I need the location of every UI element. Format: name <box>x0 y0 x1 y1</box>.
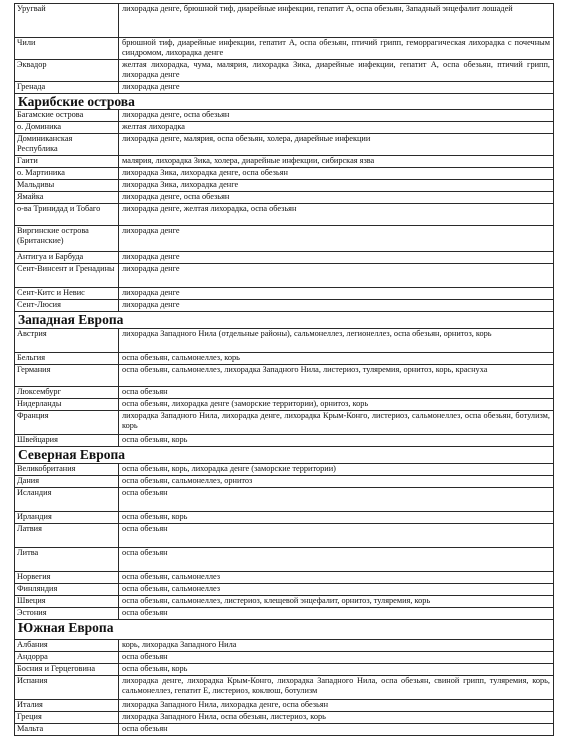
table-row <box>15 387 554 399</box>
diseases-cell: оспа обезьян, корь <box>119 664 554 676</box>
table-row <box>15 204 554 226</box>
country-cell: Доминиканская Республика <box>15 134 119 156</box>
table-row <box>15 110 554 122</box>
diseases-cell: лихорадка Зика, лихорадка денге, оспа обезьян <box>119 168 554 180</box>
country-cell: Виргинские острова (Британские) <box>15 226 119 252</box>
country-cell: Франция <box>15 411 119 435</box>
country-cell: Антигуа и Барбуда <box>15 252 119 264</box>
diseases-cell: лихорадка Западного Нила (отдельные районы), сальмонеллез, легионеллез, оспа обезьян, орнитоз, корь <box>119 329 554 353</box>
diseases-cell: оспа обезьян <box>119 608 554 620</box>
diseases-cell: лихорадка денге, желтая лихорадка, оспа обезьян <box>119 204 554 226</box>
country-cell: Сент-Винсент и Гренадины <box>15 264 119 288</box>
diseases-cell: лихорадка денге <box>119 300 554 312</box>
country-cell: Германия <box>15 365 119 387</box>
country-cell: о. Доминика <box>15 122 119 134</box>
country-cell: Гаити <box>15 156 119 168</box>
country-cell: Испания <box>15 676 119 700</box>
table-row <box>15 300 554 312</box>
country-cell: Австрия <box>15 329 119 353</box>
country-cell: Финляндия <box>15 584 119 596</box>
country-cell: о-ва Тринидад и Тобаго <box>15 204 119 226</box>
diseases-cell: оспа обезьян, сальмонеллез, корь <box>119 353 554 365</box>
country-cell: Нидерланды <box>15 399 119 411</box>
diseases-cell: оспа обезьян <box>119 548 554 572</box>
diseases-cell: корь, лихорадка Западного Нила <box>119 640 554 652</box>
diseases-cell: оспа обезьян <box>119 524 554 548</box>
diseases-cell: брюшной тиф, диарейные инфекции, гепатит А, оспа обезьян, птичий грипп, геморрагическая лихорадка с почечным синдромом, лихорадка денге <box>119 38 554 60</box>
region-header-row <box>15 620 554 640</box>
region-title: Северная Европа <box>15 447 554 464</box>
table-row <box>15 411 554 435</box>
table-row <box>15 226 554 252</box>
country-cell: Багамские острова <box>15 110 119 122</box>
country-cell: Эстония <box>15 608 119 620</box>
diseases-cell: оспа обезьян, лихорадка денге (заморские территории), орнитоз, корь <box>119 399 554 411</box>
diseases-cell: лихорадка денге, оспа обезьян <box>119 110 554 122</box>
table-row <box>15 252 554 264</box>
country-cell: Литва <box>15 548 119 572</box>
country-cell: Ирландия <box>15 512 119 524</box>
country-cell: Великобритания <box>15 464 119 476</box>
table-row <box>15 60 554 82</box>
region-header-row <box>15 94 554 110</box>
diseases-cell: лихорадка денге <box>119 82 554 94</box>
table-row <box>15 572 554 584</box>
diseases-cell: лихорадка денге <box>119 226 554 252</box>
diseases-cell: оспа обезьян <box>119 724 554 736</box>
diseases-cell: лихорадка денге, малярия, оспа обезьян, холера, диарейные инфекции <box>119 134 554 156</box>
diseases-cell: желтая лихорадка <box>119 122 554 134</box>
table-row <box>15 524 554 548</box>
country-cell: Мальдивы <box>15 180 119 192</box>
country-cell: Эквадор <box>15 60 119 82</box>
region-title: Западная Европа <box>15 312 554 329</box>
diseases-cell: лихорадка денге, брюшной тиф, диарейные инфекции, гепатит А, оспа обезьян, Западный энцефалит лошадей <box>119 4 554 38</box>
diseases-cell: оспа обезьян, сальмонеллез, орнитоз <box>119 476 554 488</box>
country-cell: Чили <box>15 38 119 60</box>
document-page <box>14 3 553 736</box>
disease-table-body <box>15 4 554 736</box>
diseases-cell: оспа обезьян, сальмонеллез, листериоз, клещевой энцефалит, орнитоз, туляремия, корь <box>119 596 554 608</box>
country-cell: Швеция <box>15 596 119 608</box>
table-row <box>15 38 554 60</box>
country-cell: Андорра <box>15 652 119 664</box>
diseases-cell: оспа обезьян, корь <box>119 512 554 524</box>
table-row <box>15 288 554 300</box>
country-cell: Бельгия <box>15 353 119 365</box>
diseases-cell: оспа обезьян, сальмонеллез <box>119 584 554 596</box>
region-header-row <box>15 447 554 464</box>
table-row <box>15 365 554 387</box>
diseases-cell: желтая лихорадка, чума, малярия, лихорадка Зика, диарейные инфекции, гепатит А, оспа обезьян, птичий грипп, лихорадка денге <box>119 60 554 82</box>
diseases-cell: оспа обезьян, корь <box>119 435 554 447</box>
table-row <box>15 329 554 353</box>
country-cell: Гренада <box>15 82 119 94</box>
table-row <box>15 476 554 488</box>
diseases-cell: лихорадка Зика, лихорадка денге <box>119 180 554 192</box>
country-cell: Албания <box>15 640 119 652</box>
table-row <box>15 264 554 288</box>
diseases-cell: оспа обезьян <box>119 387 554 399</box>
region-title: Южная Европа <box>15 620 554 640</box>
country-cell: Сент-Люсия <box>15 300 119 312</box>
table-row <box>15 122 554 134</box>
diseases-cell: лихорадка денге <box>119 288 554 300</box>
country-cell: Швейцария <box>15 435 119 447</box>
table-row <box>15 724 554 736</box>
table-row <box>15 168 554 180</box>
table-row <box>15 4 554 38</box>
diseases-cell: оспа обезьян <box>119 652 554 664</box>
country-cell: о. Мартиника <box>15 168 119 180</box>
diseases-cell: лихорадка Западного Нила, лихорадка денге, оспа обезьян <box>119 700 554 712</box>
table-row <box>15 180 554 192</box>
country-cell: Исландия <box>15 488 119 512</box>
table-row <box>15 712 554 724</box>
table-row <box>15 640 554 652</box>
diseases-cell: лихорадка денге <box>119 252 554 264</box>
table-row <box>15 608 554 620</box>
country-cell: Босния и Герцеговина <box>15 664 119 676</box>
diseases-cell: оспа обезьян <box>119 488 554 512</box>
table-row <box>15 156 554 168</box>
diseases-cell: лихорадка Западного Нила, лихорадка денге, лихорадка Крым-Конго, листериоз, сальмонеллез, оспа обезьян, ботулизм, корь <box>119 411 554 435</box>
country-cell: Норвегия <box>15 572 119 584</box>
table-row <box>15 353 554 365</box>
diseases-cell: лихорадка Западного Нила, оспа обезьян, листериоз, корь <box>119 712 554 724</box>
table-row <box>15 134 554 156</box>
table-row <box>15 399 554 411</box>
table-row <box>15 464 554 476</box>
diseases-cell: оспа обезьян, сальмонеллез, лихорадка Западного Нила, листериоз, туляремия, орнитоз, корь, краснуха <box>119 365 554 387</box>
region-title: Карибские острова <box>15 94 554 110</box>
table-row <box>15 596 554 608</box>
country-cell: Латвия <box>15 524 119 548</box>
diseases-cell: оспа обезьян, сальмонеллез <box>119 572 554 584</box>
table-row <box>15 548 554 572</box>
diseases-cell: малярия, лихорадка Зика, холера, диарейные инфекции, сибирская язва <box>119 156 554 168</box>
table-row <box>15 82 554 94</box>
table-row <box>15 512 554 524</box>
diseases-cell: лихорадка денге <box>119 264 554 288</box>
table-row <box>15 488 554 512</box>
country-cell: Дания <box>15 476 119 488</box>
disease-table <box>14 3 554 736</box>
country-cell: Ямайка <box>15 192 119 204</box>
region-header-row <box>15 312 554 329</box>
table-row <box>15 652 554 664</box>
country-cell: Италия <box>15 700 119 712</box>
country-cell: Греция <box>15 712 119 724</box>
diseases-cell: лихорадка денге, оспа обезьян <box>119 192 554 204</box>
diseases-cell: оспа обезьян, корь, лихорадка денге (заморские территории) <box>119 464 554 476</box>
table-row <box>15 664 554 676</box>
diseases-cell: лихорадка денге, лихорадка Крым-Конго, лихорадка Западного Нила, оспа обезьян, свиной грипп, туляремия, корь, сальмонеллез, гепатит Е, листериоз, коклюш, ботулизм <box>119 676 554 700</box>
table-row <box>15 192 554 204</box>
table-row <box>15 700 554 712</box>
table-row <box>15 435 554 447</box>
table-row <box>15 584 554 596</box>
country-cell: Сент-Китс и Невис <box>15 288 119 300</box>
country-cell: Люксембург <box>15 387 119 399</box>
country-cell: Мальта <box>15 724 119 736</box>
table-row <box>15 676 554 700</box>
country-cell: Уругвай <box>15 4 119 38</box>
